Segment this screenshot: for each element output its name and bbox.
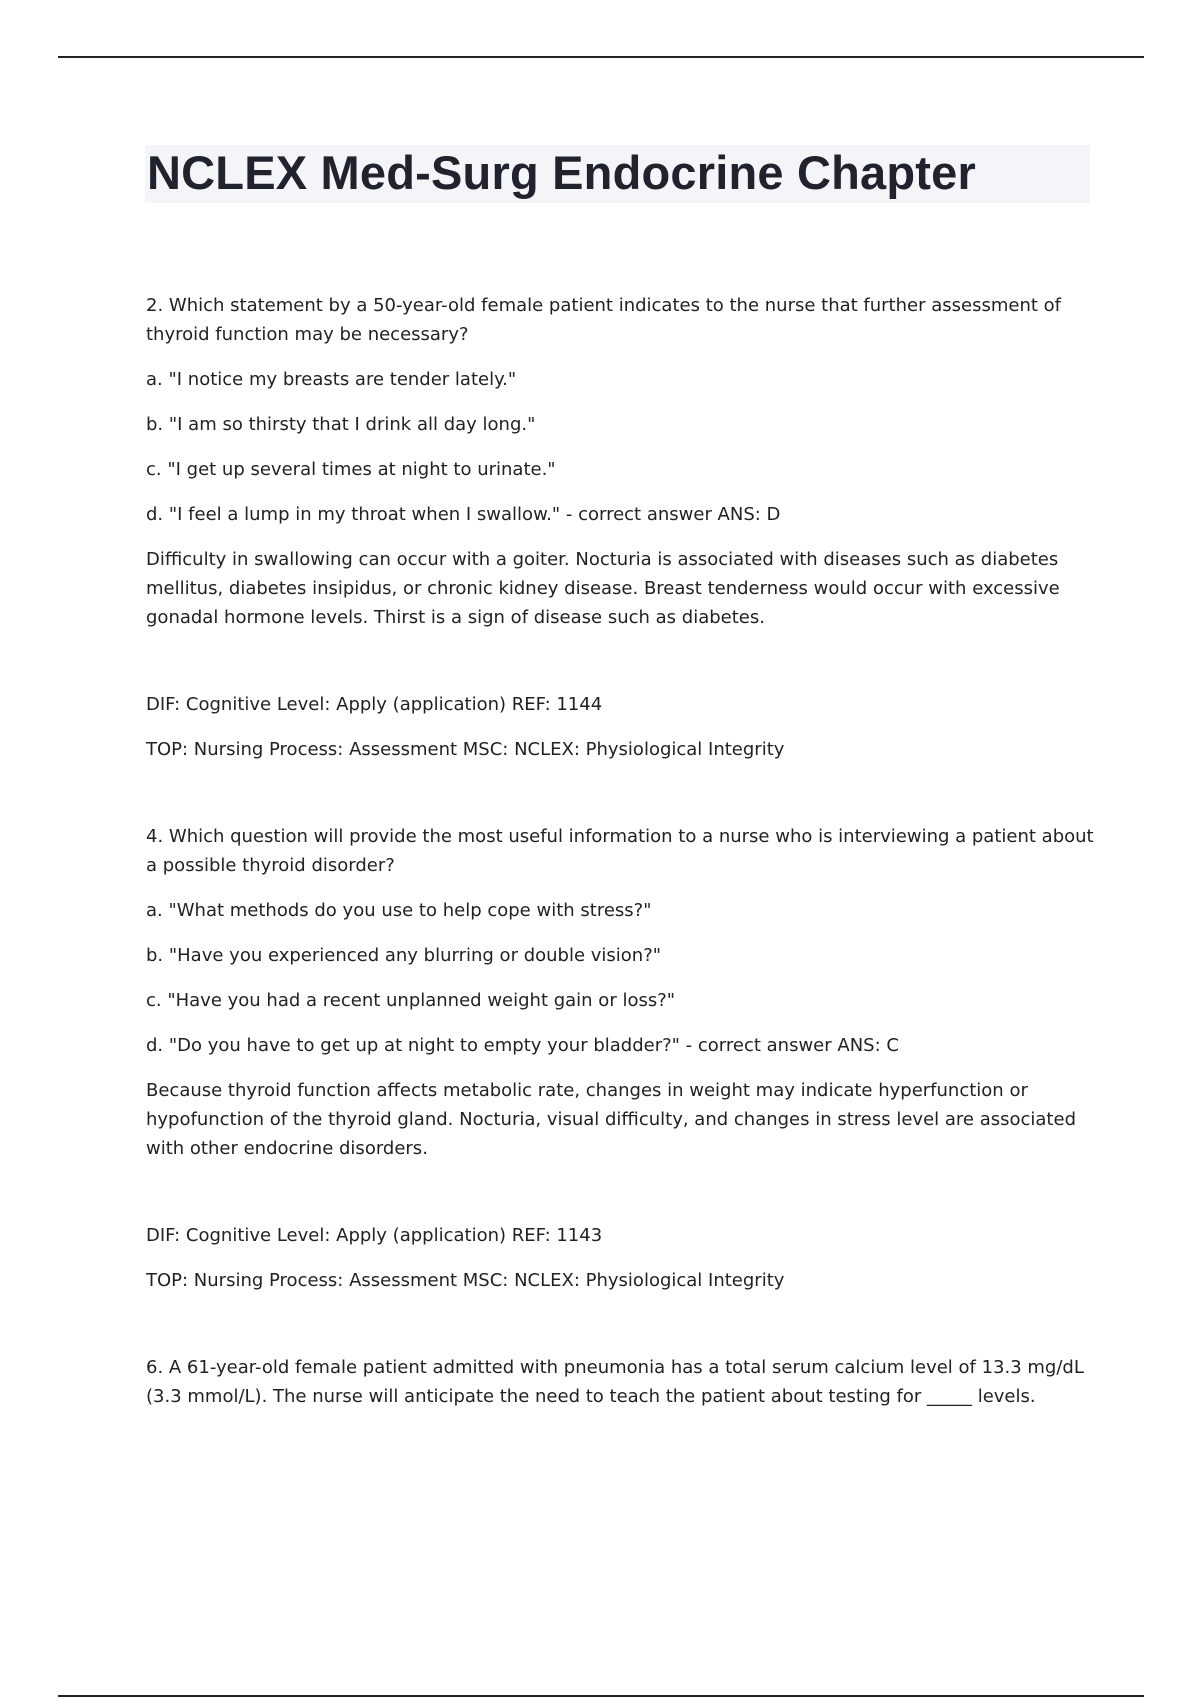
rationale: Difficulty in swallowing can occur with a goiter. Nocturia is associated with diseases such as diabetes mellitus, diabetes insipidus, or chronic kidney disease. Breast tenderness would occur with excessive gonadal hormone levels. Thirst is a sign of disease such as diabetes.: [146, 549, 1060, 628]
answer-option-d: d. "Do you have to get up at night to empty your bladder?" - correct answer ANS: C: [146, 1035, 899, 1056]
question-6: [146, 1353, 1096, 1411]
answer-option-b: b. "Have you experienced any blurring or double vision?": [146, 945, 662, 966]
topic-classification: TOP: Nursing Process: Assessment MSC: NCLEX: Physiological Integrity: [146, 1270, 785, 1291]
bottom-divider: [58, 1695, 1144, 1697]
document-title: NCLEX Med-Surg Endocrine Chapter: [147, 146, 976, 199]
answer-option-c: c. "I get up several times at night to urinate.": [146, 459, 556, 480]
spacer: [146, 648, 1096, 690]
topic-classification: TOP: Nursing Process: Assessment MSC: NCLEX: Physiological Integrity: [146, 739, 785, 760]
spacer: [146, 1311, 1096, 1353]
difficulty-reference: DIF: Cognitive Level: Apply (application) REF: 1144: [146, 694, 603, 715]
rationale: Because thyroid function affects metabolic rate, changes in weight may indicate hyperfunction or hypofunction of the thyroid gland. Nocturia, visual difficulty, and changes in stress level are associated with other endocrine disorders.: [146, 1080, 1076, 1159]
question-stem: 6. A 61-year-old female patient admitted with pneumonia has a total serum calcium level of 13.3 mg/dL (3.3 mmol/L). The nurse will anticipate the need to teach the patient about testing for _____ levels.: [146, 1357, 1084, 1407]
difficulty-reference: DIF: Cognitive Level: Apply (application) REF: 1143: [146, 1225, 603, 1246]
answer-option-a: a. "What methods do you use to help cope with stress?": [146, 900, 652, 921]
question-2: [146, 291, 1096, 822]
question-stem: 2. Which statement by a 50-year-old female patient indicates to the nurse that further assessment of thyroid function may be necessary?: [146, 295, 1061, 345]
answer-option-d: d. "I feel a lump in my throat when I swallow." - correct answer ANS: D: [146, 504, 781, 525]
answer-option-c: c. "Have you had a recent unplanned weight gain or loss?": [146, 990, 676, 1011]
spacer: [146, 1179, 1096, 1221]
top-divider: [58, 56, 1144, 58]
question-4: [146, 822, 1096, 1353]
question-stem: 4. Which question will provide the most useful information to a nurse who is interviewing a patient about a possible thyroid disorder?: [146, 826, 1094, 876]
answer-option-b: b. "I am so thirsty that I drink all day long.": [146, 414, 536, 435]
answer-option-a: a. "I notice my breasts are tender lately.": [146, 369, 517, 390]
document-body: [146, 291, 1096, 1427]
spacer: [146, 780, 1096, 822]
